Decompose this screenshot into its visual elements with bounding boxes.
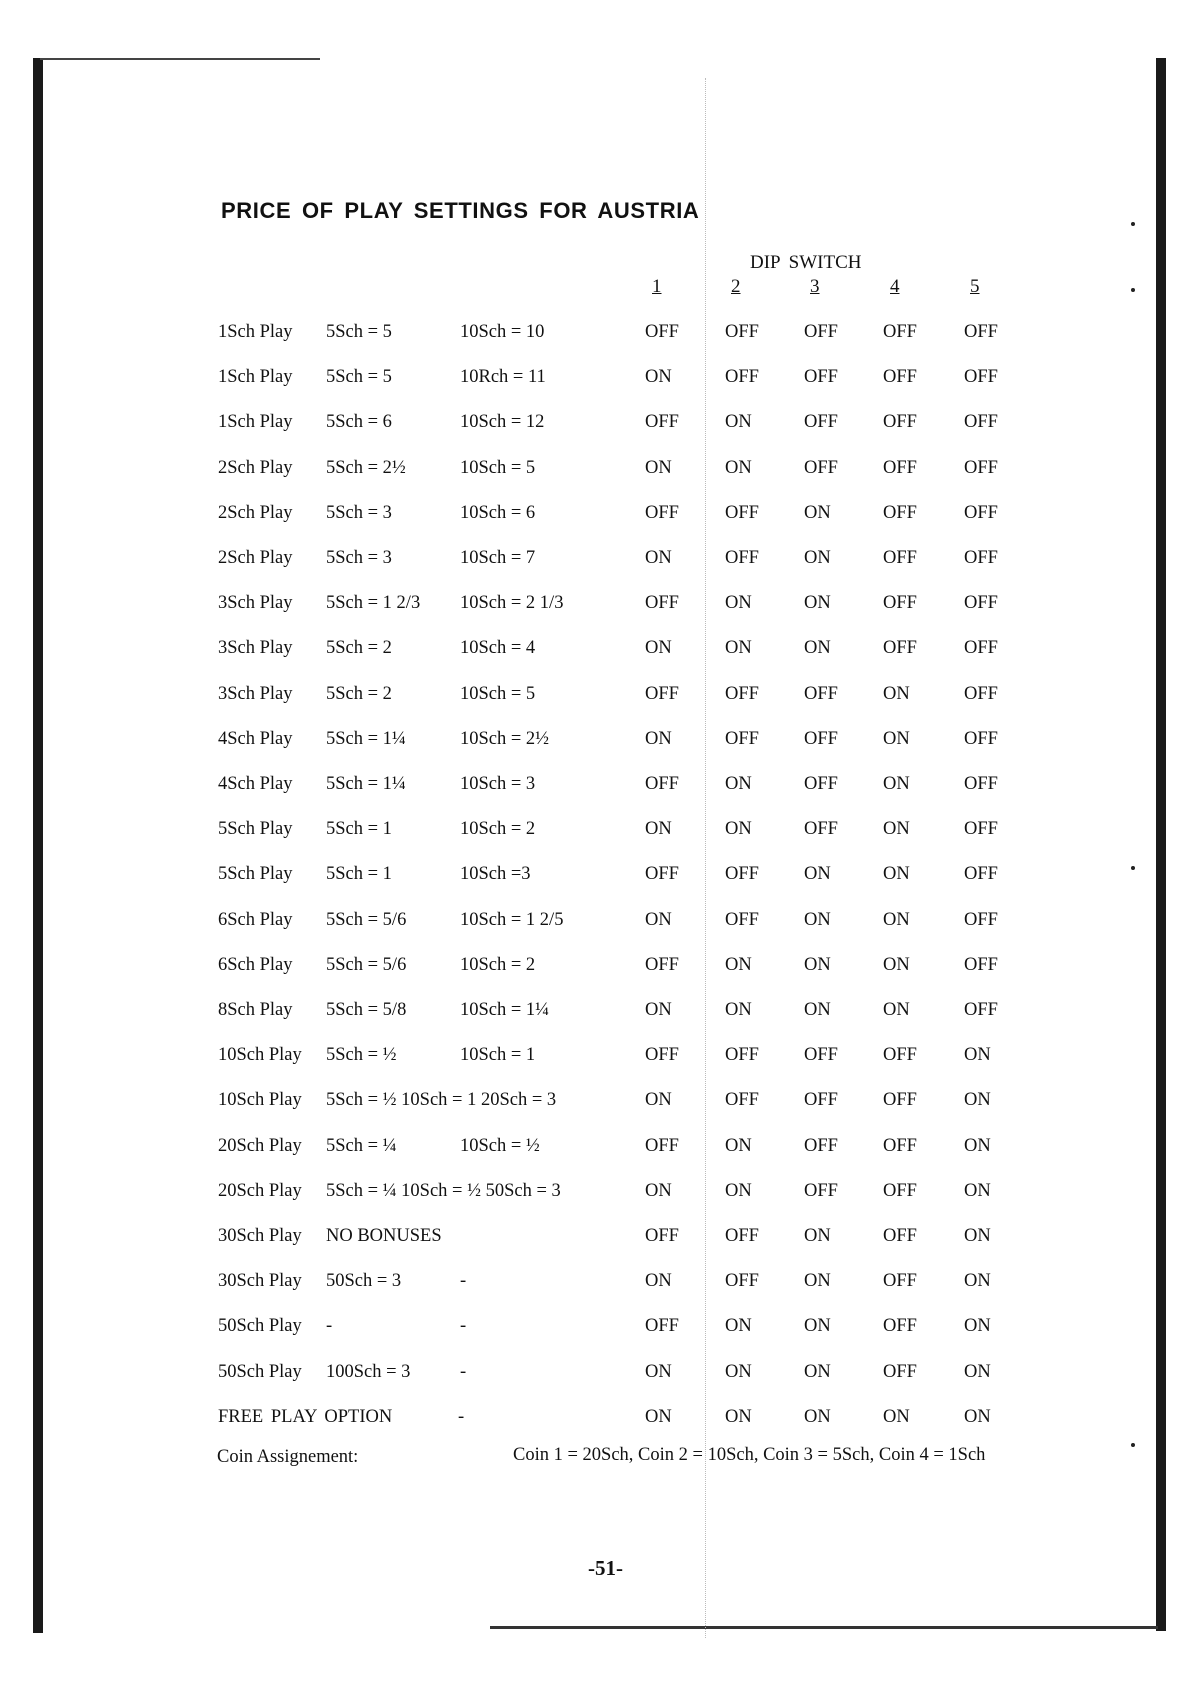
five-sch-bonus-cell: 5Sch = 3	[326, 548, 392, 568]
five-sch-bonus-cell: 5Sch = ¼	[326, 1136, 397, 1156]
dip-switch-2-cell: OFF	[725, 367, 759, 387]
dip-switch-2-cell: OFF	[725, 503, 759, 523]
table-row	[0, 1407, 1188, 1437]
ten-sch-bonus-cell: 10Sch = 2 1/3	[460, 593, 564, 613]
dip-switch-3-cell: ON	[804, 593, 831, 613]
dip-switch-4-cell: OFF	[883, 458, 917, 478]
dip-switch-5-cell: OFF	[964, 503, 998, 523]
table-row	[0, 1316, 1188, 1346]
five-sch-bonus-cell: 5Sch = 1¼	[326, 774, 406, 794]
five-sch-bonus-cell: 5Sch = 2	[326, 684, 392, 704]
play-price-cell: 2Sch Play	[218, 503, 293, 523]
coin-assignment-values: Coin 1 = 20Sch, Coin 2 = 10Sch, Coin 3 = 5Sch, Coin 4 = 1Sch	[513, 1445, 986, 1465]
table-row	[0, 684, 1188, 714]
ten-sch-bonus-cell: 10Rch = 11	[460, 367, 546, 387]
dip-switch-3-cell: OFF	[804, 1136, 838, 1156]
ten-sch-bonus-cell: -	[460, 1316, 467, 1336]
dip-switch-4-cell: OFF	[883, 1271, 917, 1291]
table-row	[0, 774, 1188, 804]
dip-switch-4-cell: ON	[883, 1000, 910, 1020]
dip-switch-4-cell: OFF	[883, 548, 917, 568]
table-row	[0, 819, 1188, 849]
play-price-cell: 3Sch Play	[218, 638, 293, 658]
dip-switch-5-cell: OFF	[964, 548, 998, 568]
table-row	[0, 955, 1188, 985]
dip-switch-1-cell: ON	[645, 1271, 672, 1291]
coin-assignment-label: Coin Assignement:	[217, 1447, 359, 1467]
ten-sch-bonus-cell: 10Sch = 3	[460, 774, 536, 794]
dip-switch-2-cell: OFF	[725, 864, 759, 884]
table-row	[0, 593, 1188, 623]
dip-switch-5-cell: ON	[964, 1271, 991, 1291]
dip-switch-2-cell: ON	[725, 1362, 752, 1382]
five-sch-bonus-cell: 5Sch = 1	[326, 864, 392, 884]
ten-sch-bonus-cell: 10Sch = 2	[460, 955, 536, 975]
dip-switch-2-cell: ON	[725, 458, 752, 478]
dip-switch-4-cell: OFF	[883, 322, 917, 342]
dip-switch-2-cell: ON	[725, 1000, 752, 1020]
dip-switch-3-cell: OFF	[804, 1090, 838, 1110]
dip-switch-5-cell: OFF	[964, 593, 998, 613]
page-title: PRICE OF PLAY SETTINGS FOR AUSTRIA	[221, 198, 700, 223]
table-row	[0, 322, 1188, 352]
dip-switch-4-cell: ON	[883, 864, 910, 884]
five-sch-bonus-cell: 5Sch = 5	[326, 322, 392, 342]
ten-sch-bonus-cell: 10Sch = 6	[460, 503, 536, 523]
five-sch-bonus-cell: 50Sch = 3	[326, 1271, 402, 1291]
dip-switch-1-cell: ON	[645, 548, 672, 568]
table-row	[0, 864, 1188, 894]
dip-switch-4-cell: ON	[883, 910, 910, 930]
dip-switch-1-cell: OFF	[645, 503, 679, 523]
dip-switch-4-cell: OFF	[883, 1136, 917, 1156]
table-row	[0, 458, 1188, 488]
dip-switch-5-cell: OFF	[964, 774, 998, 794]
bonus-cell: -	[458, 1407, 465, 1427]
dip-switch-3-cell: OFF	[804, 1045, 838, 1065]
scan-speck	[1131, 288, 1135, 292]
dip-switch-1-cell: ON	[645, 1362, 672, 1382]
dip-switch-3-cell: ON	[804, 503, 831, 523]
dip-switch-3-cell: OFF	[804, 367, 838, 387]
dip-switch-3-cell: ON	[804, 1271, 831, 1291]
five-sch-bonus-cell: 5Sch = 5	[326, 367, 392, 387]
five-sch-bonus-cell: 5Sch = 1	[326, 819, 392, 839]
dip-switch-2-cell: OFF	[725, 1090, 759, 1110]
ten-sch-bonus-cell: 10Sch = 2	[460, 819, 536, 839]
dip-switch-5-cell: OFF	[964, 864, 998, 884]
dip-switch-1-cell: OFF	[645, 1136, 679, 1156]
ten-sch-bonus-cell: 10Sch = 1 2/5	[460, 910, 564, 930]
dip-switch-1-cell: ON	[645, 458, 672, 478]
dip-switch-5-cell: OFF	[964, 458, 998, 478]
dip-switch-5-cell: ON	[964, 1090, 991, 1110]
table-row	[0, 1226, 1188, 1256]
dip-switch-1-cell: ON	[645, 729, 672, 749]
table-row	[0, 367, 1188, 397]
play-price-cell: 30Sch Play	[218, 1226, 302, 1246]
dip-switch-1-cell: OFF	[645, 864, 679, 884]
dip-switch-4-cell: OFF	[883, 1316, 917, 1336]
dip-switch-5-cell: OFF	[964, 684, 998, 704]
five-sch-bonus-cell: 5Sch = 6	[326, 412, 392, 432]
dip-switch-1-cell: ON	[645, 910, 672, 930]
five-sch-bonus-cell: 100Sch = 3	[326, 1362, 411, 1382]
dip-switch-1-cell: OFF	[645, 1316, 679, 1336]
dip-switch-1-cell: ON	[645, 1407, 672, 1427]
dip-switch-2-cell: OFF	[725, 684, 759, 704]
dip-switch-4-cell: OFF	[883, 1181, 917, 1201]
dip-switch-2-cell: ON	[725, 593, 752, 613]
play-price-cell: 2Sch Play	[218, 458, 293, 478]
dip-switch-1-cell: OFF	[645, 955, 679, 975]
dip-switch-5-cell: OFF	[964, 729, 998, 749]
play-price-cell: 8Sch Play	[218, 1000, 293, 1020]
five-sch-bonus-cell: 5Sch = 3	[326, 503, 392, 523]
dip-switch-5-cell: ON	[964, 1181, 991, 1201]
dip-switch-3-cell: ON	[804, 864, 831, 884]
dip-switch-5-cell: OFF	[964, 367, 998, 387]
dip-switch-1-cell: OFF	[645, 593, 679, 613]
page-number: -51-	[588, 1556, 623, 1580]
dip-switch-3-cell: ON	[804, 1000, 831, 1020]
table-row	[0, 729, 1188, 759]
switch-number-3: 3	[810, 276, 820, 297]
play-price-cell: 1Sch Play	[218, 367, 293, 387]
dip-switch-2-cell: OFF	[725, 548, 759, 568]
table-row	[0, 548, 1188, 578]
dip-switch-1-cell: OFF	[645, 1045, 679, 1065]
dip-switch-5-cell: OFF	[964, 322, 998, 342]
dip-switch-3-cell: ON	[804, 1362, 831, 1382]
play-price-cell: 20Sch Play	[218, 1136, 302, 1156]
dip-switch-2-cell: ON	[725, 1316, 752, 1336]
ten-sch-bonus-cell: 10Sch = ½	[460, 1136, 540, 1156]
dip-switch-4-cell: ON	[883, 819, 910, 839]
ten-sch-bonus-cell: 10Sch = 5	[460, 684, 536, 704]
dip-switch-1-cell: ON	[645, 819, 672, 839]
table-row	[0, 412, 1188, 442]
dip-switch-5-cell: OFF	[964, 910, 998, 930]
ten-sch-bonus-cell: 10Sch = 5	[460, 458, 536, 478]
bonus-cell: 5Sch = ¼ 10Sch = ½ 50Sch = 3	[326, 1181, 561, 1201]
table-row	[0, 1000, 1188, 1030]
switch-number-5: 5	[970, 276, 980, 297]
dip-switch-2-cell: ON	[725, 955, 752, 975]
free-play-cell: FREE PLAY OPTION	[218, 1407, 393, 1427]
dip-switch-3-cell: ON	[804, 1316, 831, 1336]
dip-switch-2-cell: ON	[725, 774, 752, 794]
bonus-cell: NO BONUSES	[326, 1226, 442, 1246]
play-price-cell: 4Sch Play	[218, 729, 293, 749]
five-sch-bonus-cell: 5Sch = ½	[326, 1045, 397, 1065]
dip-switch-4-cell: OFF	[883, 1045, 917, 1065]
bonus-cell: 5Sch = ½ 10Sch = 1 20Sch = 3	[326, 1090, 557, 1110]
dip-switch-5-cell: OFF	[964, 1000, 998, 1020]
table-row	[0, 1136, 1188, 1166]
dip-switch-3-cell: ON	[804, 910, 831, 930]
dip-switch-2-cell: OFF	[725, 729, 759, 749]
dip-switch-4-cell: OFF	[883, 1090, 917, 1110]
table-row	[0, 910, 1188, 940]
dip-switch-2-cell: OFF	[725, 1226, 759, 1246]
dip-switch-2-cell: ON	[725, 1136, 752, 1156]
dip-switch-3-cell: OFF	[804, 729, 838, 749]
dip-switch-1-cell: ON	[645, 1090, 672, 1110]
dip-switch-2-cell: ON	[725, 819, 752, 839]
five-sch-bonus-cell: 5Sch = 2½	[326, 458, 406, 478]
switch-number-4: 4	[890, 276, 900, 297]
dip-switch-3-cell: OFF	[804, 412, 838, 432]
five-sch-bonus-cell: 5Sch = 1 2/3	[326, 593, 421, 613]
five-sch-bonus-cell: 5Sch = 5/8	[326, 1000, 407, 1020]
dip-switch-1-cell: OFF	[645, 412, 679, 432]
dip-switch-4-cell: OFF	[883, 412, 917, 432]
dip-switch-3-cell: OFF	[804, 774, 838, 794]
five-sch-bonus-cell: -	[326, 1316, 333, 1336]
dip-switch-4-cell: OFF	[883, 367, 917, 387]
dip-switch-2-cell: OFF	[725, 1271, 759, 1291]
dip-switch-5-cell: ON	[964, 1362, 991, 1382]
dip-switch-2-cell: OFF	[725, 322, 759, 342]
ten-sch-bonus-cell: -	[460, 1271, 467, 1291]
dip-switch-3-cell: ON	[804, 1407, 831, 1427]
dip-switch-5-cell: ON	[964, 1316, 991, 1336]
dip-switch-3-cell: OFF	[804, 684, 838, 704]
dip-switch-1-cell: ON	[645, 1000, 672, 1020]
five-sch-bonus-cell: 5Sch = 5/6	[326, 955, 407, 975]
page-fold-line	[705, 78, 706, 1638]
table-row	[0, 1271, 1188, 1301]
switch-number-1: 1	[652, 276, 662, 297]
dip-switch-4-cell: ON	[883, 1407, 910, 1427]
play-price-cell: 50Sch Play	[218, 1316, 302, 1336]
ten-sch-bonus-cell: -	[460, 1362, 467, 1382]
scan-speck	[1131, 222, 1135, 226]
play-price-cell: 6Sch Play	[218, 910, 293, 930]
ten-sch-bonus-cell: 10Sch = 7	[460, 548, 536, 568]
dip-switch-1-cell: ON	[645, 1181, 672, 1201]
dip-switch-1-cell: ON	[645, 367, 672, 387]
play-price-cell: 10Sch Play	[218, 1090, 302, 1110]
dip-switch-4-cell: OFF	[883, 638, 917, 658]
dip-switch-3-cell: OFF	[804, 458, 838, 478]
dip-switch-5-cell: OFF	[964, 638, 998, 658]
table-row	[0, 1181, 1188, 1211]
dip-switch-5-cell: OFF	[964, 412, 998, 432]
scan-border-bottom	[490, 1626, 1158, 1629]
table-row	[0, 1045, 1188, 1075]
dip-switch-2-cell: ON	[725, 1181, 752, 1201]
play-price-cell: 3Sch Play	[218, 684, 293, 704]
dip-switch-4-cell: ON	[883, 955, 910, 975]
dip-switch-1-cell: ON	[645, 638, 672, 658]
ten-sch-bonus-cell: 10Sch = 2½	[460, 729, 550, 749]
dip-switch-5-cell: ON	[964, 1226, 991, 1246]
play-price-cell: 5Sch Play	[218, 819, 293, 839]
dip-switch-4-cell: ON	[883, 684, 910, 704]
play-price-cell: 4Sch Play	[218, 774, 293, 794]
play-price-cell: 30Sch Play	[218, 1271, 302, 1291]
dip-switch-1-cell: OFF	[645, 684, 679, 704]
dip-switch-3-cell: OFF	[804, 819, 838, 839]
dip-switch-5-cell: OFF	[964, 955, 998, 975]
dip-switch-2-cell: OFF	[725, 910, 759, 930]
dip-switch-3-cell: ON	[804, 1226, 831, 1246]
dip-switch-3-cell: OFF	[804, 322, 838, 342]
dip-switch-5-cell: OFF	[964, 819, 998, 839]
dip-switch-2-cell: ON	[725, 412, 752, 432]
dip-switch-4-cell: ON	[883, 729, 910, 749]
dip-switch-5-cell: ON	[964, 1045, 991, 1065]
dip-switch-5-cell: ON	[964, 1407, 991, 1427]
ten-sch-bonus-cell: 10Sch = 4	[460, 638, 536, 658]
play-price-cell: 2Sch Play	[218, 548, 293, 568]
dip-switch-4-cell: OFF	[883, 1362, 917, 1382]
ten-sch-bonus-cell: 10Sch = 12	[460, 412, 545, 432]
ten-sch-bonus-cell: 10Sch =3	[460, 864, 531, 884]
table-row	[0, 1362, 1188, 1392]
dip-switch-3-cell: ON	[804, 955, 831, 975]
play-price-cell: 1Sch Play	[218, 322, 293, 342]
dip-switch-5-cell: ON	[964, 1136, 991, 1156]
table-row	[0, 1090, 1188, 1120]
play-price-cell: 50Sch Play	[218, 1362, 302, 1382]
dip-switch-3-cell: OFF	[804, 1181, 838, 1201]
dip-switch-4-cell: OFF	[883, 1226, 917, 1246]
dip-switch-2-cell: OFF	[725, 1045, 759, 1065]
dip-switch-2-cell: ON	[725, 1407, 752, 1427]
dip-switch-4-cell: OFF	[883, 593, 917, 613]
dip-switch-4-cell: OFF	[883, 503, 917, 523]
dip-switch-3-cell: ON	[804, 548, 831, 568]
dip-switch-header: DIP SWITCH	[750, 252, 862, 273]
scan-speck	[1131, 1443, 1135, 1447]
table-row	[0, 638, 1188, 668]
five-sch-bonus-cell: 5Sch = 1¼	[326, 729, 406, 749]
play-price-cell: 5Sch Play	[218, 864, 293, 884]
dip-switch-2-cell: ON	[725, 638, 752, 658]
ten-sch-bonus-cell: 10Sch = 10	[460, 322, 545, 342]
dip-switch-3-cell: ON	[804, 638, 831, 658]
play-price-cell: 6Sch Play	[218, 955, 293, 975]
switch-number-2: 2	[731, 276, 741, 297]
dip-switch-1-cell: OFF	[645, 774, 679, 794]
dip-switch-1-cell: OFF	[645, 322, 679, 342]
ten-sch-bonus-cell: 10Sch = 1	[460, 1045, 536, 1065]
dip-switch-4-cell: ON	[883, 774, 910, 794]
ten-sch-bonus-cell: 10Sch = 1¼	[460, 1000, 550, 1020]
play-price-cell: 10Sch Play	[218, 1045, 302, 1065]
scan-border-top	[40, 58, 320, 60]
play-price-cell: 20Sch Play	[218, 1181, 302, 1201]
table-row	[0, 503, 1188, 533]
five-sch-bonus-cell: 5Sch = 5/6	[326, 910, 407, 930]
play-price-cell: 3Sch Play	[218, 593, 293, 613]
dip-switch-1-cell: OFF	[645, 1226, 679, 1246]
play-price-cell: 1Sch Play	[218, 412, 293, 432]
five-sch-bonus-cell: 5Sch = 2	[326, 638, 392, 658]
